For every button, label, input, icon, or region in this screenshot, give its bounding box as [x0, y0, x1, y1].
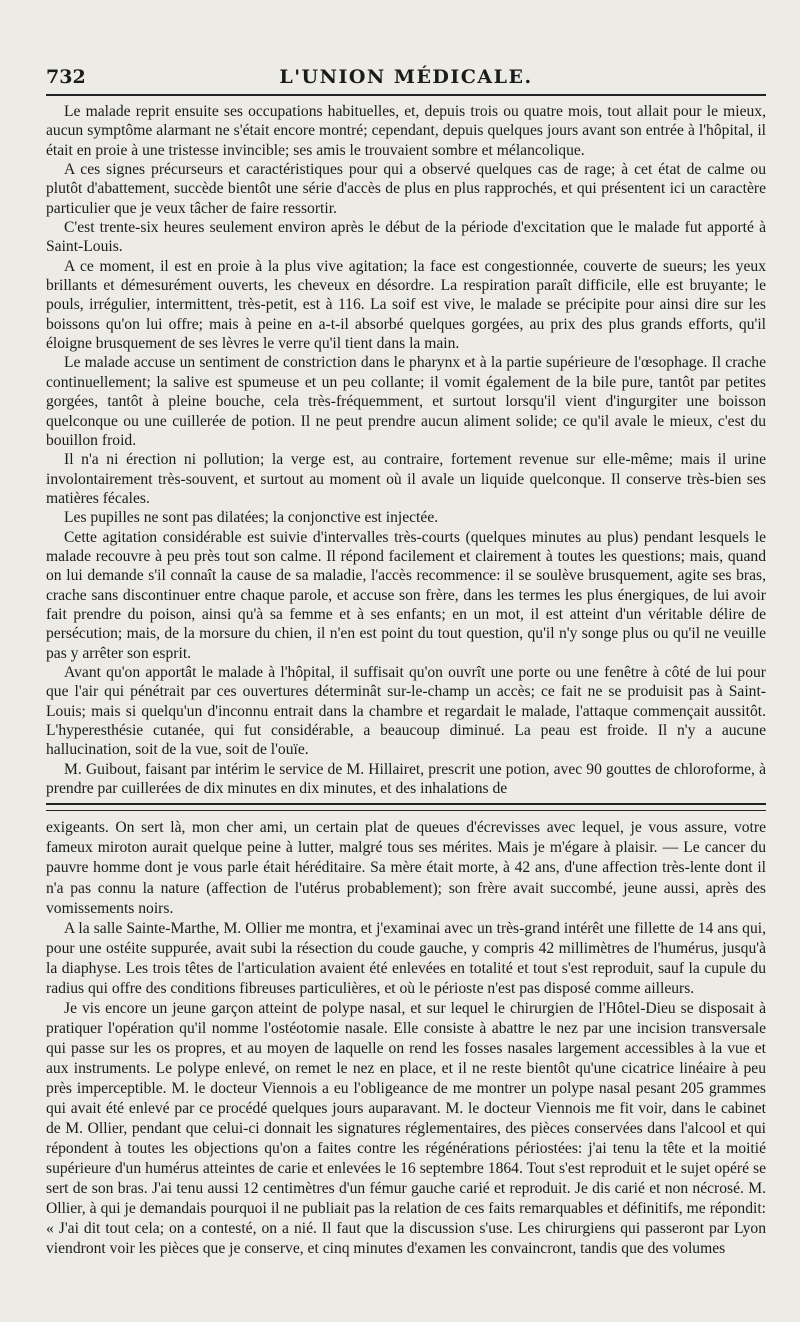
- header-rule: [46, 94, 766, 96]
- paragraph: M. Guibout, faisant par intérim le service de M. Hillairet, prescrit une potion, avec 90 gouttes de chloroforme, à prendre par cuillerées de dix minutes en dix minutes, et des inhalations de: [46, 760, 766, 798]
- paragraph: C'est trente-six heures seulement environ après le début de la période d'excitation que le malade fut apporté à Saint-Louis.: [46, 219, 766, 256]
- paragraph: A la salle Sainte-Marthe, M. Ollier me montra, et j'examinai avec un très-grand intérêt une fillette de 14 ans qui, pour une ostéite suppurée, avait subi la résection du coude gauche, y compris 42 millimètres de l'humérus, jusqu'à la diaphyse. Les trois têtes de l'articulation avaient été enlevées en totalité et tout s'est reproduit, sauf la cupule du radius qui offre des conditions fibreuses particulières, et où le périoste n'est pas disposé comme ailleurs.: [46, 919, 766, 997]
- page-header: [46, 62, 766, 92]
- upper-article: [46, 102, 766, 798]
- paragraph: Le malade reprit ensuite ses occupations habituelles, et, depuis trois ou quatre mois, tout allait pour le mieux, aucun symptôme alarmant ne s'était encore montré; cependant, depuis quelques jours avant son entrée à l'hôpital, il était en proie à une tristesse invincible; ses amis le trouvaient sombre et mélancolique.: [46, 103, 766, 159]
- page-number: 732: [46, 66, 86, 88]
- lower-article: [46, 818, 766, 1259]
- paragraph: Il n'a ni érection ni pollution; la verge est, au contraire, fortement revenue sur elle-même; mais il urine involontairement très-souvent, et surtout au moment où il avale un liquide quelconque. Il conserve très-bien ses matières fécales.: [46, 451, 766, 507]
- paragraph: exigeants. On sert là, mon cher ami, un certain plat de queues d'écrevisses avec lequel, je vous assure, votre fameux miroton aurait quelque peine à lutter, malgré tous ses mérites. Mais je m'égare à plaisir. — Le cancer du pauvre homme dont je vous parle était héréditaire. Sa mère était morte, à 42 ans, d'une affection très-lente dont il n'a pas connu la nature (affection de l'utérus probablement); son frère avait succombé, jeune aussi, après des vomissements noirs.: [46, 819, 766, 917]
- feuilleton-separator: [46, 803, 766, 811]
- paragraph: A ce moment, il est en proie à la plus vive agitation; la face est congestionnée, couverte de sueurs; les yeux brillants et démesurément ouverts, les cheveux en désordre. La respiration paraît difficile, elle est bruyante; le pouls, irrégulier, intermittent, très-petit, est à 116. La soif est vive, le malade se précipite pour ainsi dire sur les boissons qu'on lui offre; mais à peine en a-t-il absorbé quelques gorgées, au prix des plus grands efforts, qu'il éloigne brusquement de ses lèvres le verre qu'il tient dans la main.: [46, 257, 766, 353]
- paragraph: Je vis encore un jeune garçon atteint de polype nasal, et sur lequel le chirurgien de l'Hôtel-Dieu se disposait à pratiquer l'opération qu'il nomme l'ostéotomie nasale. Elle consiste à abattre le nez par une incision transversale qui passe sur les os propres, et au moyen de laquelle on rend les fosses nasales largement accessibles à la vue et aux instruments. Le polype enlevé, on remet le nez en place, et il ne reste bientôt qu'une cicatrice linéaire à peu près imperceptible. M. le docteur Viennois a eu l'obligeance de me montrer un polype nasal pesant 205 grammes qui avait été enlevé par ce procédé quelques jours auparavant. M. le docteur Viennois me fit voir, dans le cabinet de M. Ollier, pendant que celui-ci donnait les signatures réglementaires, des pièces conservées dans l'alcool et qui répondent à toutes les objections qu'on a faites contre les régénérations périostées: j'ai tenu la tête et la moitié supérieure d'un humérus atteintes de carie et enlevées le 16 septembre 1864. Tout s'est reproduit et le sujet opéré se sert de son bras. J'ai tenu aussi 12 centimètres d'un fémur gauche carié et reproduit. Je dis carié et non nécrosé. M. Ollier, à qui je demandais pourquoi il ne publiait pas la relation de ces faits remarquables et définitifs, me répondit: « J'ai dit tout cela; on a contesté, on a nié. Il faut que la discussion s'use. Les chirurgiens qui passeront par Lyon viendront voir les pièces que je conserve, et cinq minutes d'examen les convaincront, tandis que des volumes: [46, 999, 766, 1258]
- paragraph: Les pupilles ne sont pas dilatées; la conjonctive est injectée.: [64, 509, 439, 527]
- paragraph: Le malade accuse un sentiment de constriction dans le pharynx et à la partie supérieure de l'œsophage. Il crache continuellement; la salive est spumeuse et un peu collante; il vomit également de la bile pure, tantôt par petites gorgées, tantôt à pleine bouche, cela très-fréquemment, et surtout lorsqu'il vient d'ingurgiter une boisson quelconque ou une cuillerée de potion. Il ne peut prendre aucun aliment solide; ce qu'il avale le mieux, c'est du bouillon froid.: [46, 354, 766, 449]
- paragraph: A ces signes précurseurs et caractéristiques pour qui a observé quelques cas de rage; à cet état de calme ou plutôt d'abattement, succède bientôt une série d'accès de plus en plus rapprochés, et qui présentent ici un caractère particulier que je veux tâcher de faire ressortir.: [46, 161, 766, 217]
- paragraph: Cette agitation considérable est suivie d'intervalles très-courts (quelques minutes au plus) pendant lesquels le malade recouvre à peu près tout son calme. Il répond facilement et clairement à toutes les questions; mais, quand on lui demande s'il connaît la cause de sa maladie, l'accès recommence: il se soulève brusquement, agite ses bras, crache sans discontinuer entre chaque parole, et accuse son frère, dans les termes les plus énergiques, de lui avoir fait prendre du poison, ainsi qu'à sa femme et à ses enfants; en un mot, il est atteint d'un véritable délire de persécution; mais, de la morsure du chien, il n'en est point du tout question, qu'il n'y songe plus ou qu'il ne veuille pas y arrêter son esprit.: [46, 528, 766, 662]
- journal-title: L'UNION MÉDICALE.: [279, 66, 533, 88]
- paragraph: Avant qu'on apportât le malade à l'hôpital, il suffisait qu'on ouvrît une porte ou une fenêtre à côté de lui pour que l'air qui pénétrait par ces ouvertures déterminât sur-le-champ un accès; ce fait ne se produisit pas à Saint-Louis; mais si quelqu'un d'inconnu entrait dans la chambre et regardait le malade, l'attaque commençait aussitôt. L'hyperesthésie cutanée, qui fut considérable, a beaucoup diminué. La peau est froide. Il n'y a aucune hallucination, soit de la vue, soit de l'ouïe.: [46, 663, 766, 759]
